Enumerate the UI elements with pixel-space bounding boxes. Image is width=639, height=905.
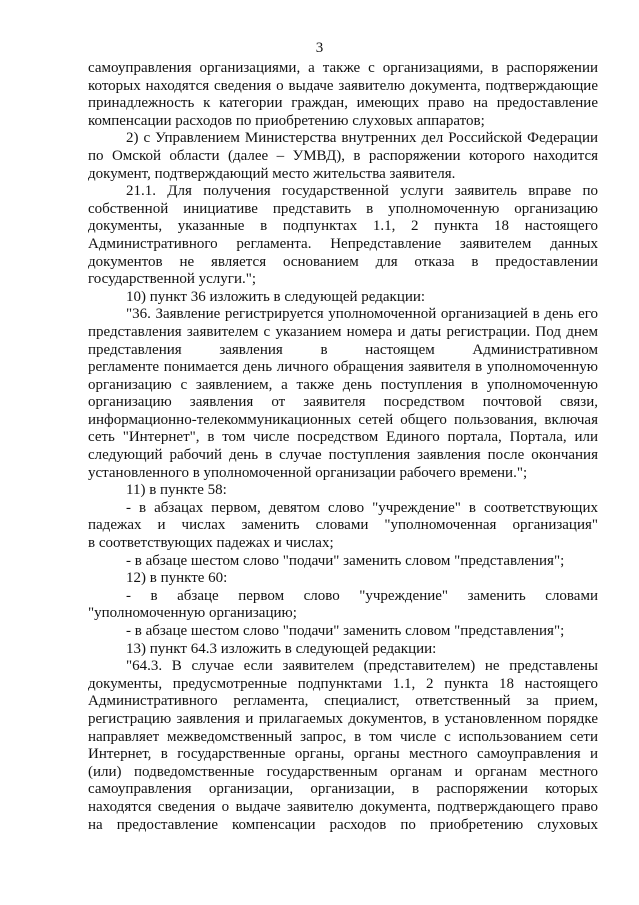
text-line: 11) в пункте 58: xyxy=(126,482,227,499)
text-line: собственной инициативе представить в уполномоченную организацию xyxy=(88,200,598,217)
text-line: организацию с заявлением, а также день поступления в уполномоченную xyxy=(88,376,598,393)
text-line: находятся сведения о выдаче заявителю документа, подтверждающего право xyxy=(88,798,598,815)
text-line: - в абзаце первом слово "учреждение" заменить словами xyxy=(126,587,598,604)
text-line: регламенте понимается день личного обращения заявителя в уполномоченную xyxy=(88,359,598,376)
text-line: "36. Заявление регистрируется уполномоченной организацией в день его xyxy=(126,306,598,323)
text-line: документы, указанные в подпунктах 1.1, 2 пункта 18 настоящего xyxy=(88,218,598,235)
text-line: в соответствующих падежах и числах; xyxy=(88,535,334,552)
text-line: "64.3. В случае если заявителем (представителем) не представлены xyxy=(126,658,598,675)
text-line: (или) подведомственные государственным органам и органам местного xyxy=(88,763,598,780)
text-line: 13) пункт 64.3 изложить в следующей редакции: xyxy=(126,640,437,657)
text-line: регистрацию заявления и прилагаемых документов, в установленном порядке xyxy=(88,710,598,727)
text-line: падежах и числах заменить словами "уполномоченная организация" xyxy=(88,517,598,534)
text-line: 10) пункт 36 изложить в следующей редакции: xyxy=(126,288,426,305)
page-number: 3 xyxy=(315,40,324,56)
text-line: документов не является основанием для отказа в предоставлении xyxy=(88,253,598,270)
text-line: принадлежность к категории граждан, имеющих право на предоставление xyxy=(88,95,598,112)
text-line: информационно-телекоммуникационных сетей общего пользования, включая xyxy=(88,411,598,428)
text-line: Административного регламента, специалист, ответственный за прием, xyxy=(88,693,598,710)
text-line: самоуправления организации, организации, в распоряжении которых xyxy=(88,781,598,798)
text-line: компенсации расходов по приобретению слуховых аппаратов; xyxy=(88,112,485,129)
text-line: представления заявителем с указанием номера и даты регистрации. Под днем xyxy=(88,323,598,340)
text-line: на предоставление компенсации расходов по приобретению слуховых xyxy=(88,816,598,833)
text-line: документы, предусмотренные подпунктами 1.1, 2 пункта 18 настоящего xyxy=(88,675,598,692)
text-line: документ, подтверждающий место жительства заявителя. xyxy=(88,165,456,182)
text-line: по Омской области (далее – УМВД), в распоряжении которого находится xyxy=(88,147,598,164)
text-line: Административного регламента. Непредставление заявителем данных xyxy=(88,235,598,252)
text-line: самоуправления организациями, а также с организациями, в распоряжении xyxy=(88,60,598,76)
text-line: направляет межведомственный запрос, в том числе с использованием сети xyxy=(88,728,598,745)
text-line: - в абзацах первом, девятом слово "учреждение" в соответствующих xyxy=(126,499,598,516)
text-line: установленного в уполномоченной организации рабочего времени."; xyxy=(88,464,528,481)
text-line: Интернет, в государственные органы, органы местного самоуправления и xyxy=(88,746,598,763)
text-line: - в абзаце шестом слово "подачи" заменить словом "представления"; xyxy=(126,623,565,639)
text-line: 2) с Управлением Министерства внутренних дел Российской Федерации xyxy=(126,130,598,147)
text-line: 12) в пункте 60: xyxy=(126,570,228,587)
text-line: - в абзаце шестом слово "подачи" заменить словом "представления"; xyxy=(126,552,565,569)
document-body xyxy=(88,60,598,834)
text-line: организацию заявления от заявителя посредством почтовой связи, xyxy=(88,394,598,411)
text-line: сеть "Интернет", в том числе посредством Единого портала, Портала, или xyxy=(88,429,598,446)
text-line: "уполномоченную организацию; xyxy=(88,605,297,622)
text-line: представления заявления в настоящем Административном xyxy=(88,341,598,358)
text-line: государственной услуги."; xyxy=(88,271,257,288)
text-line: следующий рабочий день в случае поступления заявления после окончания xyxy=(88,447,598,464)
text-line: 21.1. Для получения государственной услуги заявитель вправе по xyxy=(126,183,598,200)
text-line: которых находятся сведения о выдаче заявителю документа, подтверждающие xyxy=(88,77,598,94)
